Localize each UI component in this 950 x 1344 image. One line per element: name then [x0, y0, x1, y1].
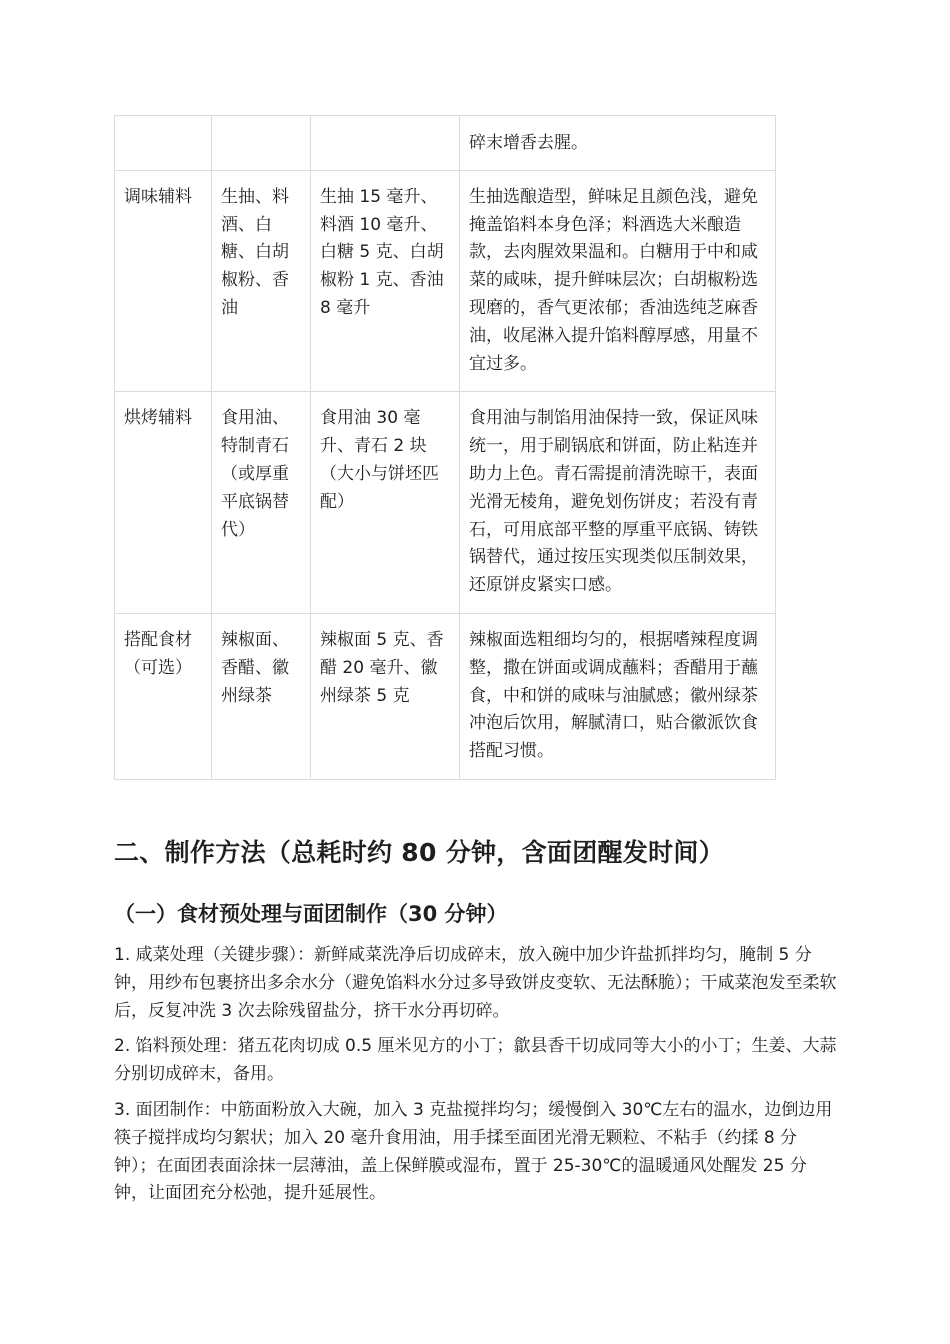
table-row — [115, 116, 776, 171]
step-paragraph: 3. 面团制作：中筋面粉放入大碗，加入 3 克盐搅拌均匀；缓慢倒入 30℃左右的温水，边倒边用筷子搅拌成均匀絮状；加入 20 毫升食用油，用手揉至面团光滑无颗粒、不粘手（约揉 8 分钟）；在面团表面涂抹一层薄油，盖上保鲜膜或湿布，置于 25-30℃的温暖通风处醒发 25 分钟，让面团充分松弛，提升延展性。 — [114, 1099, 833, 1204]
ingredients-cell — [212, 116, 311, 171]
section-heading: 二、制作方法（总耗时约 80 分钟，含面团醒发时间） — [114, 838, 724, 867]
table-row — [115, 613, 776, 779]
step-paragraph: 2. 馅料预处理：猪五花肉切成 0.5 厘米见方的小丁；歙县香干切成同等大小的小丁；生姜、大蒜分别切成碎末，备用。 — [114, 1036, 837, 1085]
ingredients-cell: 生抽、料酒、白糖、白胡椒粉、香油 — [212, 170, 311, 392]
ingredients-cell: 食用油、特制青石（或厚重平底锅替代） — [212, 392, 311, 614]
category-cell — [115, 116, 212, 171]
amount-cell — [311, 116, 460, 171]
step-paragraph: 1. 咸菜处理（关键步骤）：新鲜咸菜洗净后切成碎末，放入碗中加少许盐抓拌均匀，腌制 5 分钟，用纱布包裹挤出多余水分（避免馅料水分过多导致饼皮变软、无法酥脆）；干咸菜泡发至柔软后，反复冲洗 3 次去除残留盐分，挤干水分再切碎。 — [114, 945, 837, 1021]
notes-cell: 生抽选酿造型，鲜味足且颜色浅，避免掩盖馅料本身色泽；料酒选大米酿造款，去肉腥效果温和。白糖用于中和咸菜的咸味，提升鲜味层次；白胡椒粉选现磨的，香气更浓郁；香油选纯芝麻香油，收尾淋入提升馅料醇厚感，用量不宜过多。 — [460, 170, 776, 392]
ingredients-table — [114, 115, 776, 780]
category-cell: 调味辅料 — [115, 170, 212, 392]
notes-cell: 辣椒面选粗细均匀的，根据嗜辣程度调整，撒在饼面或调成蘸料；香醋用于蘸食，中和饼的咸味与油腻感；徽州绿茶冲泡后饮用，解腻清口，贴合徽派饮食搭配习惯。 — [460, 613, 776, 779]
notes-cell: 碎末增香去腥。 — [460, 116, 776, 171]
category-cell: 烘烤辅料 — [115, 392, 212, 614]
amount-cell: 食用油 30 毫升、青石 2 块（大小与饼坯匹配） — [311, 392, 460, 614]
ingredients-cell: 辣椒面、香醋、徽州绿茶 — [212, 613, 311, 779]
amount-cell: 生抽 15 毫升、料酒 10 毫升、白糖 5 克、白胡椒粉 1 克、香油 8 毫升 — [311, 170, 460, 392]
amount-cell: 辣椒面 5 克、香醋 20 毫升、徽州绿茶 5 克 — [311, 613, 460, 779]
table-row — [115, 392, 776, 614]
notes-cell: 食用油与制馅用油保持一致，保证风味统一，用于刷锅底和饼面，防止粘连并助力上色。青石需提前清洗晾干，表面光滑无棱角，避免划伤饼皮；若没有青石，可用底部平整的厚重平底锅、铸铁锅替代，通过按压实现类似压制效果，还原饼皮紧实口感。 — [460, 392, 776, 614]
subsection-heading: （一）食材预处理与面团制作（30 分钟） — [114, 902, 508, 926]
category-cell: 搭配食材（可选） — [115, 613, 212, 779]
steps-list — [114, 942, 838, 1216]
table-row — [115, 170, 776, 392]
